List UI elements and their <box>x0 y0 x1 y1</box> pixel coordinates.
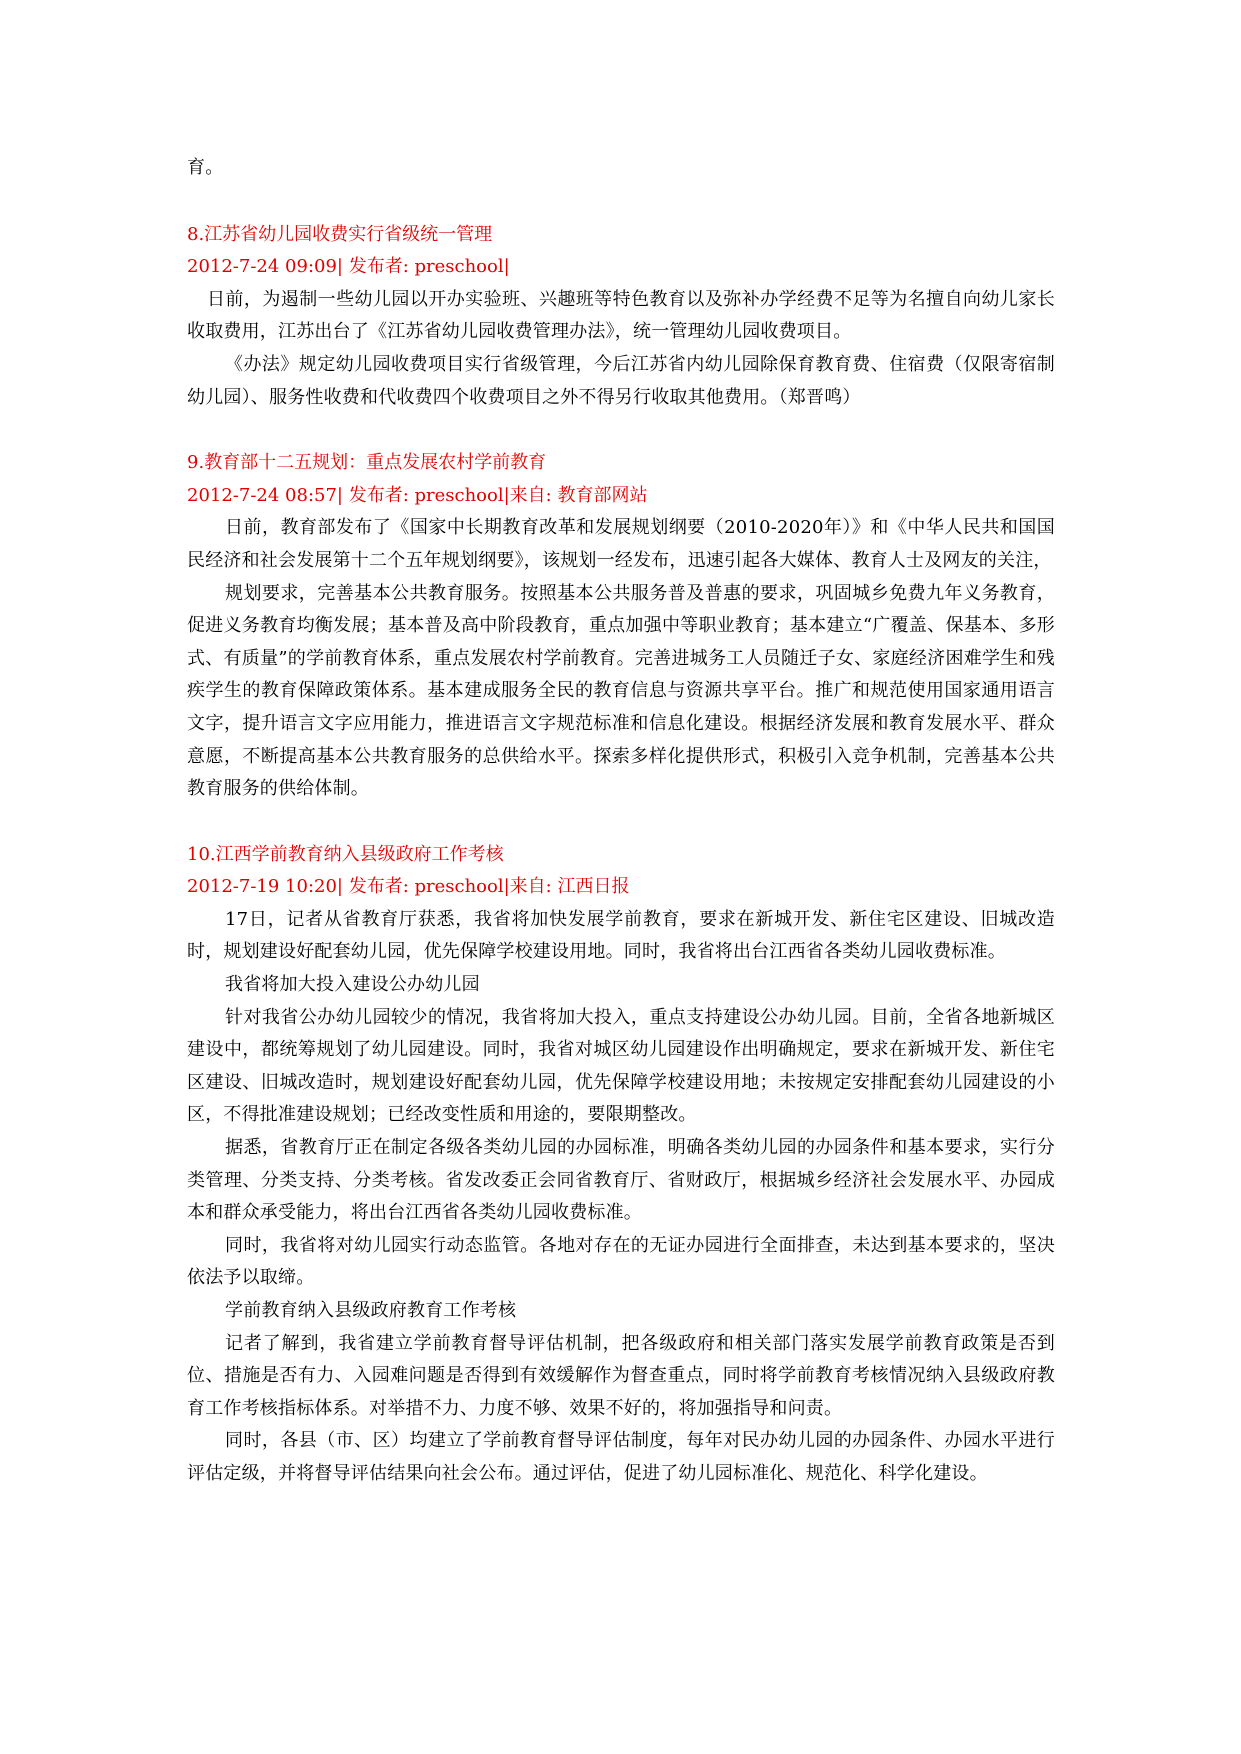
article-title: 10.江西学前教育纳入县级政府工作考核 <box>187 843 504 865</box>
article-paragraph: 《办法》规定幼儿园收费项目实行省级管理，今后江苏省内幼儿园除保育教育费、住宿费（仅限寄宿制幼儿园）、服务性收费和代收费四个收费项目之外不得另行收取其他费用。（郑晋鸣） <box>187 353 1055 408</box>
article-title: 9.教育部十二五规划：重点发展农村学前教育 <box>187 452 547 474</box>
article-paragraph: 规划要求，完善基本公共教育服务。按照基本公共服务普及普惠的要求，巩固城乡免费九年义务教育，促进义务教育均衡发展；基本普及高中阶段教育，重点加强中等职业教育；基本建立“广覆盖、保基本、多形式、有质量”的学前教育体系，重点发展农村学前教育。完善进城务工人员随迁子女、家庭经济困难学生和残疾学生的教育保障政策体系。基本建成服务全民的教育信息与资源共享平台。推广和规范使用国家通用语言文字，提升语言文字应用能力，推进语言文字规范标准和信息化建设。根据经济发展和教育发展水平、群众意愿，不断提高基本公共教育服务的总供给水平。探索多样化提供形式，积极引入竞争机制，完善基本公共教育服务的供给体制。 <box>187 582 1055 800</box>
article-subheading: 学前教育纳入县级政府教育工作考核 <box>225 1300 517 1321</box>
article-subheading: 我省将加大投入建设公办幼儿园 <box>225 974 480 996</box>
article-paragraph: 日前，为遏制一些幼儿园以开办实验班、兴趣班等特色教育以及弥补办学经费不足等为名擅自向幼儿家长收取费用，江苏出台了《江苏省幼儿园收费管理办法》，统一管理幼儿园收费项目。 <box>187 288 1055 343</box>
article-paragraph: 记者了解到，我省建立学前教育督导评估机制，把各级政府和相关部门落实发展学前教育政策是否到位、措施是否有力、入园难问题是否得到有效缓解作为督查重点，同时将学前教育考核情况纳入县级政府教育工作考核指标体系。对举措不力、力度不够、效果不好的，将加强指导和问责。 <box>187 1332 1055 1419</box>
article-paragraph: 同时，我省将对幼儿园实行动态监管。各地对存在的无证办园进行全面排查，未达到基本要求的，坚决依法予以取缔。 <box>187 1234 1055 1289</box>
article-meta: 2012-7-24 09:09| 发布者: preschool| <box>187 256 510 278</box>
article-paragraph: 17日，记者从省教育厅获悉，我省将加快发展学前教育，要求在新城开发、新住宅区建设、旧城改造时，规划建设好配套幼儿园，优先保障学校建设用地。同时，我省将出台江西省各类幼儿园收费标准。 <box>187 908 1055 963</box>
intro-text: 育。 <box>187 157 224 178</box>
article-9 <box>187 447 1055 806</box>
article-paragraph: 同时，各县（市、区）均建立了学前教育督导评估制度，每年对民办幼儿园的办园条件、办园水平进行评估定级，并将督导评估结果向社会公布。通过评估，促进了幼儿园标准化、规范化、科学化建设。 <box>187 1430 1055 1484</box>
document-body <box>187 152 1055 1491</box>
article-paragraph: 针对我省公办幼儿园较少的情况，我省将加大投入，重点支持建设公办幼儿园。目前，全省各地新城区建设中，都统筹规划了幼儿园建设。同时，我省对城区幼儿园建设作出明确规定，要求在新城开发、新住宅区建设、旧城改造时，规划建设好配套幼儿园，优先保障学校建设用地；未按规定安排配套幼儿园建设的小区，不得批准建设规划；已经改变性质和用途的，要限期整改。 <box>187 1006 1055 1126</box>
article-paragraph: 据悉，省教育厅正在制定各级各类幼儿园的办园标准，明确各类幼儿园的办园条件和基本要求，实行分类管理、分类支持、分类考核。省发改委正会同省教育厅、省财政厅，根据城乡经济社会发展水平、办园成本和群众承受能力，将出台江西省各类幼儿园收费标准。 <box>187 1137 1055 1224</box>
article-title: 8.江苏省幼儿园收费实行省级统一管理 <box>187 223 493 245</box>
article-meta: 2012-7-19 10:20| 发布者: preschool|来自: 江西日报 <box>187 876 630 898</box>
article-paragraph: 日前，教育部发布了《国家中长期教育改革和发展规划纲要（2010-2020年）》和《中华人民共和国国民经济和社会发展第十二个五年规划纲要》，该规划一经发布，迅速引起各大媒体、教育人士及网友的关注， <box>187 517 1055 571</box>
article-10 <box>187 839 1055 1491</box>
article-8 <box>187 219 1055 415</box>
article-meta: 2012-7-24 08:57| 发布者: preschool|来自: 教育部网站 <box>187 484 648 506</box>
